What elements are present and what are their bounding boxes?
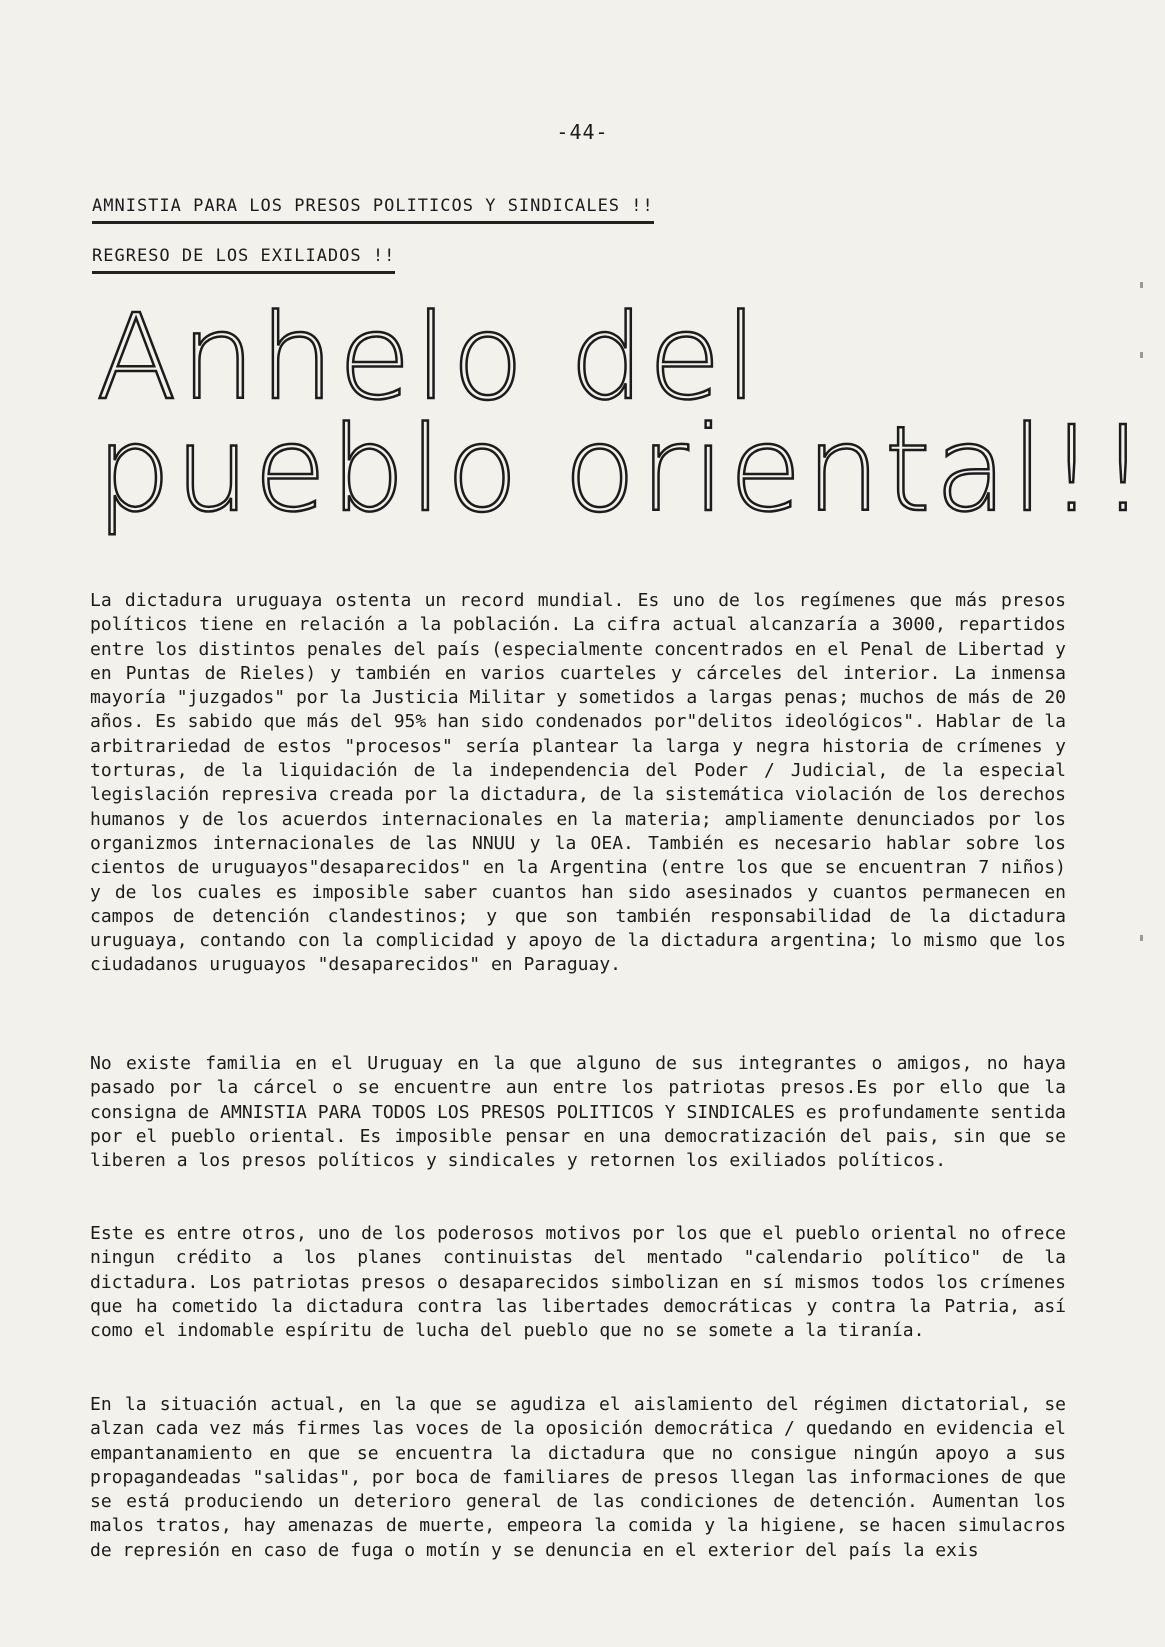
body-paragraph-3: Este es entre otros, uno de los poderosos motivos por los que el pueblo oriental no ofrece ningun crédito a los planes continuistas del mentado "calendario político" de la dictadura. Los patriotas presos o desaparecidos simbolizan en sí mismos todos los crímenes que ha cometido la dictadura contra las libertades democráticas y contra la Patria, así como el indomable espíritu de lucha del pueblo que no se somete a la tiranía. bbox=[90, 1223, 1066, 1342]
title-line-2: pueblo oriental!! bbox=[96, 400, 1151, 538]
scan-speck bbox=[1140, 935, 1143, 941]
scan-speck bbox=[1140, 352, 1143, 358]
scan-speck bbox=[1140, 282, 1143, 288]
headline-regreso: REGRESO DE LOS EXILIADOS !! bbox=[92, 246, 395, 274]
title-line-1: Anhelo del bbox=[96, 288, 762, 426]
body-paragraph-4: En la situación actual, en la que se agudiza el aislamiento del régimen dictatorial, se alzan cada vez más firmes las voces de la oposición democrática / quedando en evidencia el empantanamiento en que se encuentra la dictadura que no consigue ningún apoyo a sus propagandeadas "salidas", por boca de familiares de presos llegan las informaciones de que se está produciendo un deterioro general de las condiciones de detención. Aumentan los malos tratos, hay amenazas de muerte, empeora la comida y la higiene, se hacen simulacros de represión en caso de fuga o motín y se denuncia en el exterior del país la exis bbox=[90, 1394, 1066, 1561]
body-paragraph-2: No existe familia en el Uruguay en la que alguno de sus integrantes o amigos, no haya pasado por la cárcel o se encuentre aun entre los patriotas presos.Es por ello que la consigna de AMNISTIA PARA TODOS LOS PRESOS POLITICOS Y SINDICALES es profundamente sentida por el pueblo oriental. Es imposible pensar en una democratización del pais, sin que se liberen a los presos políticos y sindicales y retornen los exiliados políticos. bbox=[90, 1053, 1066, 1172]
headline-amnistia: AMNISTIA PARA LOS PRESOS POLITICOS Y SINDICALES !! bbox=[92, 196, 654, 224]
body-paragraph-1: La dictadura uruguaya ostenta un record mundial. Es uno de los regímenes que más presos políticos tiene en relación a la población. La cifra actual alcanzaría a 3000, repartidos entre los distintos penales del país (especialmente concentrados en el Penal de Libertad y en Puntas de Rieles) y también en varios cuarteles y cárceles del interior. La inmensa mayoría "juzgados" por la Justicia Militar y sometidos a largas penas; muchos de más de 20 años. Es sabido que más del 95% han sido condenados por"delitos ideológicos". Hablar de la arbitrariedad de estos "procesos" sería plantear la larga y negra historia de crímenes y torturas, de la liquidación de la independencia del Poder / Judicial, de la especial legislación represiva creada por la dictadura, de la sistemática violación de los derechos humanos y de los acuerdos internacionales en la materia; ampliamente denunciados por los organizmos internacionales de las NNUU y la OEA. También es necesario hablar sobre los cientos de uruguayos"desaparecidos" en la Argentina (entre los que se encuentran 7 niños) y de los cuales es imposible saber cuantos han sido asesinados y cuantos permanecen en campos de detención clandestinos; y que son también responsabilidad de la dictadura uruguaya, contando con la complicidad y apoyo de la dictadura argentina; lo mismo que los ciudadanos uruguayos "desaparecidos" en Paraguay. bbox=[90, 590, 1066, 976]
page-number: -44- bbox=[556, 120, 609, 144]
